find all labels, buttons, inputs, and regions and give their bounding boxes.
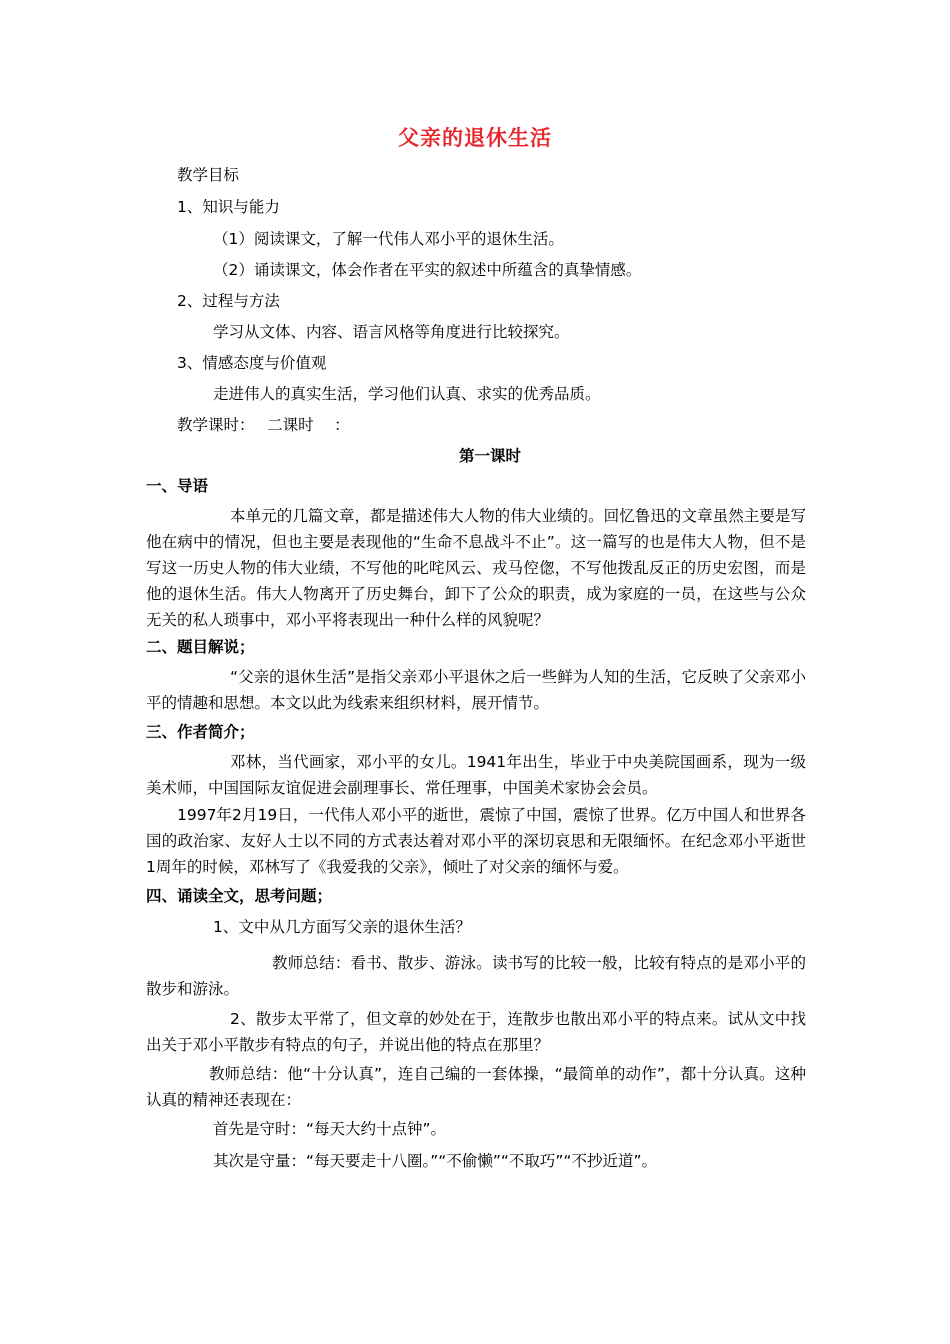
goal-item-process-text: 学习从文体、内容、语言风格等角度进行比较探究。 — [213, 323, 570, 341]
goal-item-knowledge: 1、知识与能力 — [177, 198, 280, 216]
goal-item-process: 2、过程与方法 — [177, 292, 280, 310]
goal-item-values-text: 走进伟人的真实生活，学习他们认真、求实的优秀品质。 — [213, 385, 601, 403]
point-punctual: 首先是守时：“每天大约十点钟”。 — [213, 1120, 447, 1138]
section-body-author-2: 1997年2月19日，一代伟人邓小平的逝世，震惊了中国，震惊了世界。亿万中国人和世界各国的政治家、友好人士以不同的方式表达着对邓小平的深切哀思和无限缅怀。在纪念邓小平逝世1周年的时候，邓林写了《我爱我的父亲》，倾吐了对父亲的缅怀与爱。 — [146, 806, 806, 876]
teaching-hours: 教学课时： 二课时 ： — [177, 416, 350, 434]
section-heading-title-explain: 二、题目解说； — [146, 638, 255, 656]
section-heading-reading: 四、诵读全文，思考问题； — [146, 887, 333, 905]
section-heading-author: 三、作者简介； — [146, 723, 255, 741]
answer-1: 教师总结：看书、散步、游泳。读书写的比较一般，比较有特点的是邓小平的散步和游泳。 — [146, 954, 806, 998]
lesson-title: 第一课时 — [458, 447, 521, 465]
document-title: 父亲的退休生活 — [398, 126, 552, 150]
section-body-intro: 本单元的几篇文章，都是描述伟大人物的伟大业绩的。回忆鲁迅的文章虽然主要是写他在病中的情况，但也主要是表现他的“生命不息战斗不止”。这一篇写的也是伟大人物，但不是写这一历史人物的伟大业绩，不写他的叱咤风云、戎马倥偬，不写他拨乱反正的历史宏图，而是他的退休生活。伟大人物离开了历史舞台，卸下了公众的职责，成为家庭的一员，在这些与公众无关的私人琐事中，邓小平将表现出一种什么样的风貌呢？ — [146, 507, 806, 629]
goal-item-knowledge-b: （2）诵读课文，体会作者在平实的叙述中所蕴含的真挚情感。 — [213, 261, 642, 279]
goal-item-knowledge-a: （1）阅读课文，了解一代伟人邓小平的退休生活。 — [213, 230, 564, 248]
question-1: 1、文中从几方面写父亲的退休生活？ — [213, 918, 471, 936]
answer-2: 教师总结：他“十分认真”，连自己编的一套体操，“最简单的动作”，都十分认真。这种认真的精神还表现在： — [146, 1065, 806, 1109]
goal-item-values: 3、情感态度与价值观 — [177, 354, 327, 372]
section-body-title-explain: “父亲的退休生活”是指父亲邓小平退休之后一些鲜为人知的生活，它反映了父亲邓小平的情趣和思想。本文以此为线索来组织材料，展开情节。 — [146, 668, 806, 712]
point-quantity: 其次是守量：“每天要走十八圈。”“不偷懒”“不取巧”“不抄近道”。 — [213, 1152, 657, 1170]
goals-heading: 教学目标 — [177, 166, 240, 184]
section-body-author-1: 邓林，当代画家，邓小平的女儿。1941年出生，毕业于中央美院国画系，现为一级美术师，中国国际友谊促进会副理事长、常任理事，中国美术家协会会员。 — [146, 753, 806, 797]
question-2: 2、散步太平常了，但文章的妙处在于，连散步也散出邓小平的特点来。试从文中找出关于邓小平散步有特点的句子，并说出他的特点在那里？ — [146, 1010, 806, 1054]
section-heading-intro: 一、导语 — [146, 477, 209, 495]
